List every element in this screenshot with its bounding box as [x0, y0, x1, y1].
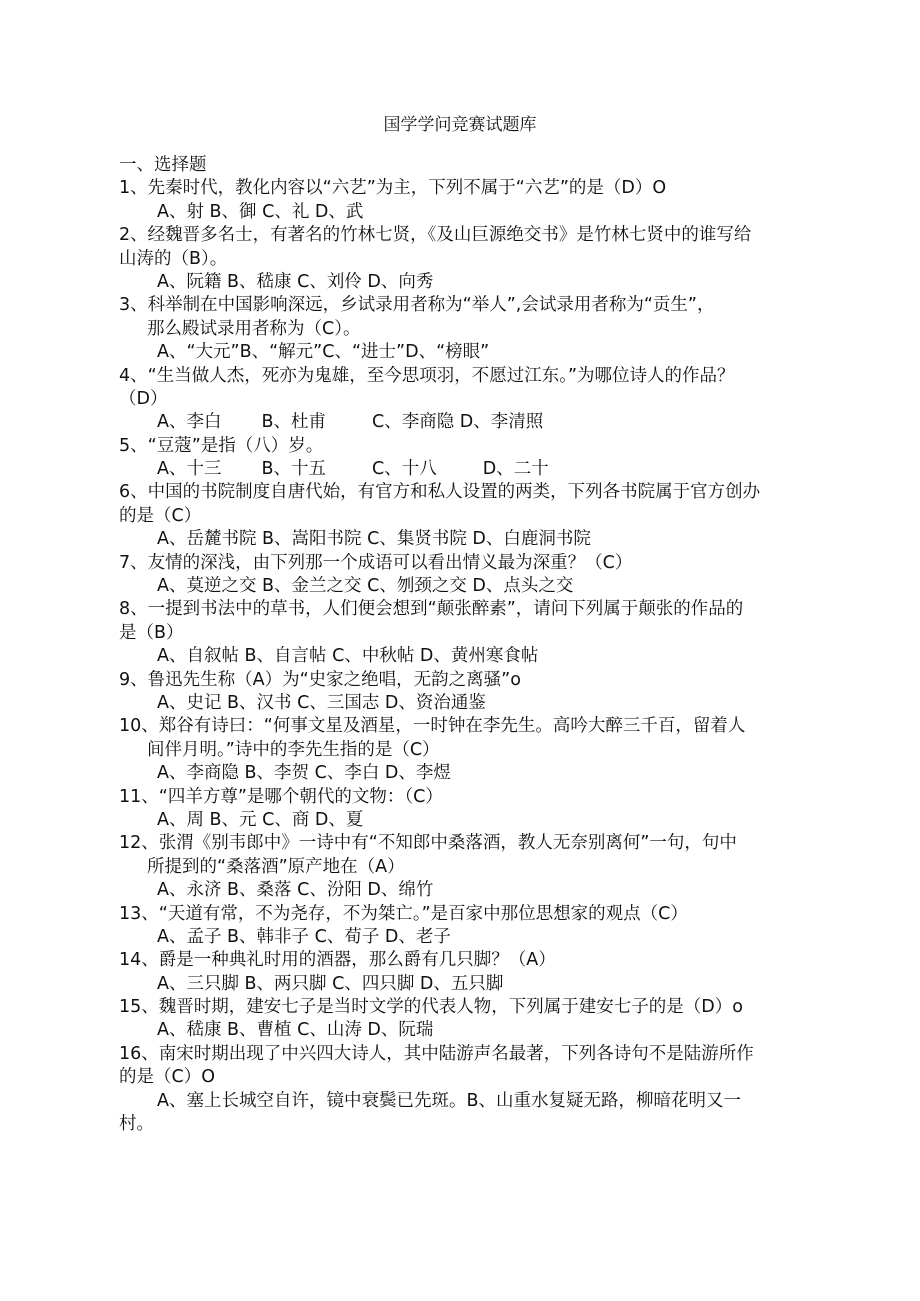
question-8-cont: 是（B） [119, 622, 184, 643]
question-6: 6、中国的书院制度自唐代始，有官方和私人设置的两类，下列各书院属于官方创办 [119, 482, 761, 503]
option-4a: A、李白 [157, 412, 222, 433]
option-4b: B、杜甫 [261, 412, 326, 433]
option-5c: C、十八 [372, 459, 437, 480]
question-3-cont: 那么殿试录用者称为（C）。 [147, 318, 361, 339]
question-1: 1、先秦时代，教化内容以“六艺”为主，下列不属于“六艺”的是（D）O [119, 178, 667, 199]
option-4cd: C、李商隐 D、李清照 [372, 412, 544, 433]
question-8: 8、一提到书法中的草书，人们便会想到“颠张醉素”，请问下列属于颠张的作品的 [119, 599, 744, 620]
question-11: 11、“四羊方尊”是哪个朝代的文物：（C） [119, 786, 443, 807]
options-9: A、史记 B、汉书 C、三国志 D、资治通鉴 [157, 692, 486, 713]
question-2-cont: 山涛的（B）。 [119, 248, 228, 269]
options-15: A、嵇康 B、曹植 C、山涛 D、阮瑞 [157, 1020, 434, 1041]
options-12: A、永济 B、桑落 C、汾阳 D、绵竹 [157, 880, 434, 901]
question-list [119, 154, 809, 1136]
question-10: 10、郑谷有诗曰：“何事文星及酒星，一时钟在李先生。高吟大醉三千百，留着人 [119, 716, 746, 737]
question-4-cont: （D） [119, 388, 168, 409]
question-7: 7、友情的深浅，由下列那一个成语可以看出情义最为深重？（C） [119, 552, 633, 573]
question-10-cont: 间伴月明。”诗中的李先生指的是（C） [147, 739, 440, 760]
question-12: 12、张渭《别韦郎中》一诗中有“不知郎中桑落酒，教人无奈别离何”一句，句中 [119, 833, 737, 854]
options-16-cont: 村。 [119, 1114, 154, 1135]
options-2: A、阮籍 B、嵇康 C、刘伶 D、向秀 [157, 271, 434, 292]
option-5a: A、十三 [157, 459, 222, 480]
options-16: A、塞上长城空自许，镜中衰鬓已先斑。B、山重水复疑无路，柳暗花明又一 [157, 1090, 741, 1111]
options-3: A、“大元”B、“解元”C、“进士”D、“榜眼” [157, 342, 490, 363]
options-1: A、射 B、御 C、礼 D、武 [157, 201, 364, 222]
question-14: 14、爵是一种典礼时用的酒器，那么爵有几只脚？（A） [119, 950, 556, 971]
option-5b: B、十五 [261, 459, 326, 480]
options-4 [119, 411, 809, 434]
options-10: A、李商隐 B、李贺 C、李白 D、李煜 [157, 763, 451, 784]
options-8: A、自叙帖 B、自言帖 C、中秋帖 D、黄州寒食帖 [157, 646, 539, 667]
question-12-cont: 所提到的“桑落酒”原产地在（A） [147, 856, 405, 877]
question-5: 5、“豆蔻”是指（八）岁。 [119, 435, 324, 456]
question-9: 9、鲁迅先生称（A）为“史家之绝唱，无韵之离骚”o [119, 669, 521, 690]
options-5 [119, 458, 809, 481]
options-7: A、莫逆之交 B、金兰之交 C、刎颈之交 D、点头之交 [157, 576, 574, 597]
document-title: 国学学问竞赛试题库 [383, 115, 537, 135]
question-13: 13、“天道有常，不为尧存，不为桀亡。”是百家中那位思想家的观点（C） [119, 903, 688, 924]
options-11: A、周 B、元 C、商 D、夏 [157, 809, 364, 830]
options-6: A、岳麓书院 B、嵩阳书院 C、集贤书院 D、白鹿洞书院 [157, 529, 591, 550]
question-16-cont: 的是（C）O [119, 1067, 215, 1088]
question-6-cont: 的是（C） [119, 505, 202, 526]
question-15: 15、魏晋时期，建安七子是当时文学的代表人物，下列属于建安七子的是（D）o [119, 997, 743, 1018]
section-heading: 一、选择题 [119, 155, 207, 175]
question-3: 3、科举制在中国影响深远，乡试录用者称为“举人”,会试录用者称为“贡生”， [119, 295, 715, 316]
options-14: A、三只脚 B、两只脚 C、四只脚 D、五只脚 [157, 973, 504, 994]
question-16: 16、南宋时期出现了中兴四大诗人，其中陆游声名最著，下列各诗句不是陆游所作 [119, 1043, 754, 1064]
question-4: 4、“生当做人杰，死亦为鬼雄，至今思项羽，不愿过江东。”为哪位诗人的作品？ [119, 365, 735, 386]
options-13: A、孟子 B、韩非子 C、荀子 D、老子 [157, 926, 451, 947]
question-2: 2、经魏晋多名士，有著名的竹林七贤，《及山巨源绝交书》是竹林七贤中的谁写给 [119, 225, 752, 246]
option-5d: D、二十 [482, 459, 549, 480]
